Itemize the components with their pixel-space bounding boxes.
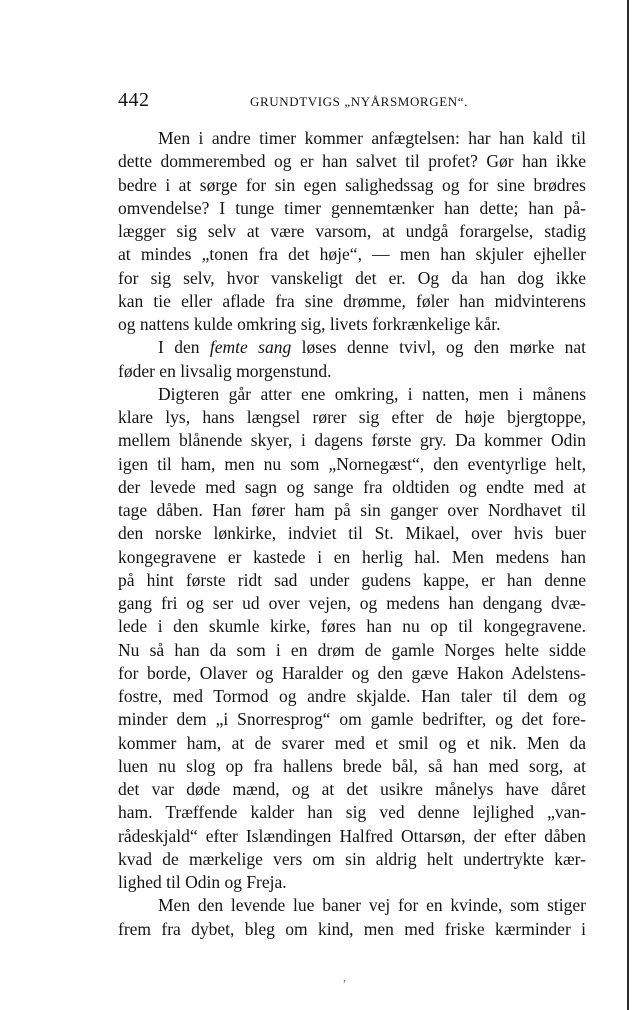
text-line: kvad de mærkelige vers om sin aldrig helt undertrykte kær- bbox=[118, 848, 586, 869]
body-text bbox=[118, 127, 586, 941]
text-line: lede i den skumle kirke, føres han nu op til kongegravene. bbox=[118, 616, 586, 637]
text-line: igen til ham, men nu som „Nornegæst“, den eventyrlige helt, bbox=[118, 453, 586, 474]
italic-title: femte sang bbox=[209, 337, 292, 358]
text-line: klare lys, hans længsel rører sig efter de høje bjergtoppe, bbox=[118, 407, 586, 427]
text-line: frem fra dybet, bleg om kind, men med friske kærminder i bbox=[118, 918, 586, 939]
text-line: det var døde mænd, og at det usikre månelys have dåret bbox=[118, 779, 586, 799]
text-line: minder dem „i Snorresprog“ om gamle bedrifter, og det fore- bbox=[118, 709, 586, 730]
text-line: fostre, med Tormod og andre skjalde. Han taler til dem og bbox=[118, 686, 586, 706]
running-head: GRUNDTVIGS „NYÅRSMORGEN“. bbox=[250, 94, 468, 109]
text-line: Digteren går atter ene omkring, i natten, men i månens bbox=[158, 383, 586, 404]
text-line: bedre i at sørge for sin egen salighedssag og for sine brødres bbox=[118, 174, 586, 195]
text-line: tage dåben. Han fører ham på sin ganger over Nordhavet til bbox=[118, 500, 586, 520]
printer-mark: , bbox=[343, 970, 346, 984]
text-line: Nu så han da som i en drøm de gamle Norges helte sidde bbox=[118, 639, 586, 660]
text-line: lægger sig selv at være varsom, at undgå forargelse, stadig bbox=[118, 221, 586, 241]
text-line: den norske lønkirke, indviet til St. Mikael, over hvis buer bbox=[118, 523, 586, 544]
text-segment: løses denne tvivl, og den mørke nat bbox=[291, 337, 586, 358]
text-line: Men den levende lue baner vej for en kvinde, som stiger bbox=[158, 895, 586, 916]
text-line: ham. Træffende kalder han sig ved denne lejlighed „van- bbox=[118, 802, 586, 823]
text-line: at mindes „tonen fra det høje“, — men han skjuler ejheller bbox=[118, 244, 586, 265]
text-line: for borde, Olaver og Haralder og den gæve Hakon Adelstens- bbox=[118, 662, 586, 683]
text-line: gang fri og ser ud over vejen, og medens han dengang dvæ- bbox=[118, 593, 586, 613]
text-line: føder en livsalig morgenstund. bbox=[118, 360, 332, 381]
text-line bbox=[118, 336, 586, 359]
text-line: kongegravene er kastede i en herlig hal. Men medens han bbox=[118, 546, 586, 567]
text-line: på hint første ridt sad under gudens kappe, er han denne bbox=[118, 569, 586, 590]
text-line: rådeskjald“ efter Islændingen Halfred Ottarsøn, der efter dåben bbox=[118, 825, 586, 846]
text-line: lighed til Odin og Freja. bbox=[118, 872, 287, 892]
page-edge-border bbox=[627, 0, 629, 1010]
text-line: dette dommerembed og er han salvet til profet? Gør han ikke bbox=[118, 151, 586, 172]
text-line: luen nu slog op fra hallens brede bål, så han med sorg, at bbox=[118, 755, 586, 776]
text-line: kommer ham, at de svarer med et smil og et nik. Men da bbox=[118, 732, 586, 753]
text-segment: I den bbox=[158, 337, 210, 358]
text-line: der levede med sagn og sange fra oldtiden og endte med at bbox=[118, 476, 586, 497]
page-header bbox=[118, 89, 586, 113]
page-number: 442 bbox=[118, 89, 150, 111]
text-line: kan tie eller aflade fra sine drømme, føler han midvinterens bbox=[118, 290, 586, 311]
text-line: for sig selv, hvor vanskeligt det er. Og da han dog ikke bbox=[118, 267, 586, 288]
text-line: mellem blånende skyer, i dagens første gry. Da kommer Odin bbox=[118, 430, 586, 451]
text-line: Men i andre timer kommer anfægtelsen: har han kald til bbox=[158, 128, 586, 148]
text-line: omvendelse? I tunge timer gennemtænker han dette; han på- bbox=[118, 197, 586, 218]
text-line: og nattens kulde omkring sig, livets forkrænkelige kår. bbox=[118, 314, 501, 334]
